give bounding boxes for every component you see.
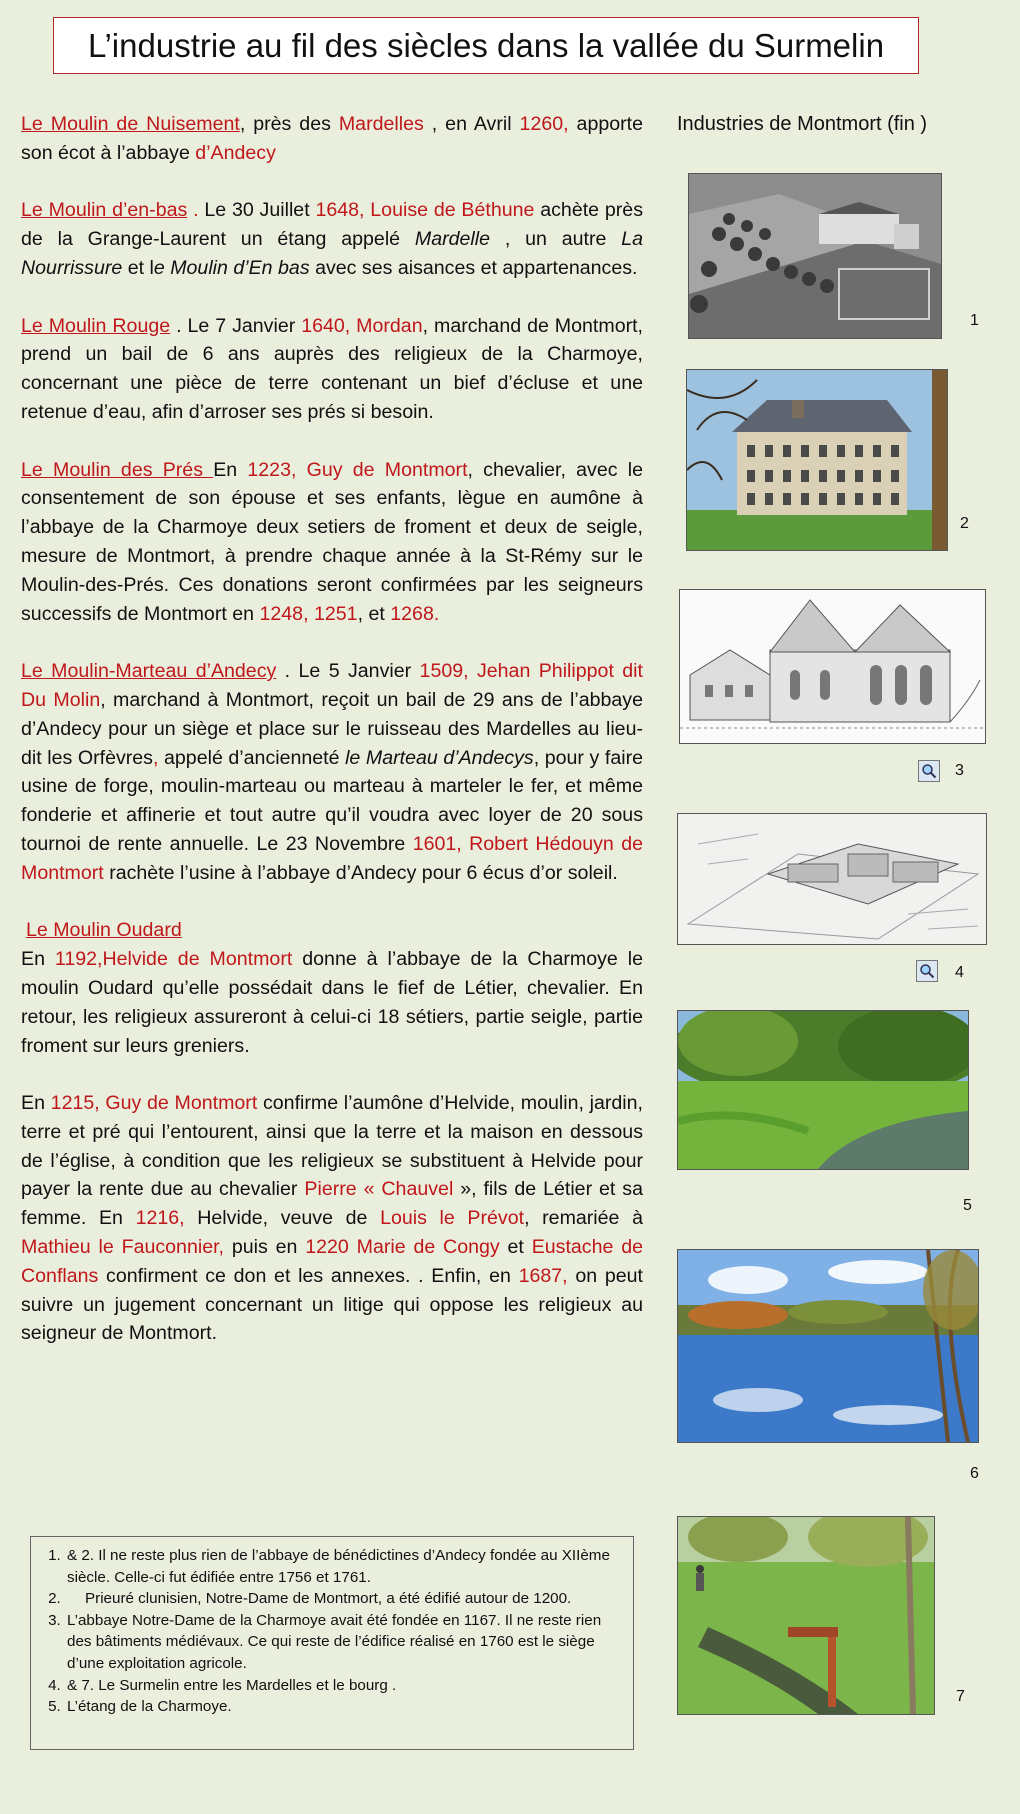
- meadow-photo-image: [678, 1011, 968, 1169]
- zoom-icon[interactable]: [916, 960, 938, 982]
- paragraph-confirmation-1215: En 1215, Guy de Montmort confirme l’aumône d’Helvide, moulin, jardin, terre et pré qui l’entourent, ainsi que la terre et la maison en dessous de l’église, à condition que les religieux se substituent à Helvide pour payer la rente due au chevalier Pierre « Chauvel », fils de Létier et sa femme. En 1216, Helvide, veuve de Louis le Prévot, remariée à Mathieu le Fauconnier, puis en 1220 Marie de Congy et Eustache de Conflans confirment ce don et les annexes. . Enfin, en 1687, on peut suivre un jugement concernant un litige qui oppose les religieux au seigneur de Montmort.: [21, 1092, 643, 1345]
- paragraph-moulin-oudard: Le Moulin Oudard En 1192,Helvide de Montmort donne à l’abbaye de la Charmoye le moulin Oudard qu’elle possédait dans le fief de Létier, chevalier. En retour, les religieux assureront à celui-ci 18 sétiers, partie seigle, partie froment sur leurs greniers.: [21, 919, 643, 1057]
- caption-item: 2. Prieuré clunisien, Notre-Dame de Montmort, a été édifié autour de 1200.: [65, 1588, 623, 1610]
- heading-moulin-nuisement[interactable]: Le Moulin de Nuisement: [21, 113, 240, 135]
- photo-number-4: 4: [955, 964, 964, 981]
- paragraph-moulin-nuisement: Le Moulin de Nuisement, près des Mardelles , en Avril 1260, apporte son écot à l’abbaye d’Andecy: [21, 113, 644, 164]
- article-text: [21, 110, 643, 1377]
- photo-aerial-abbey[interactable]: [688, 173, 942, 339]
- heading-moulin-oudard[interactable]: Le Moulin Oudard: [26, 919, 182, 942]
- sidebar-title: Industries de Montmort (fin ): [677, 113, 928, 135]
- paragraph-moulin-en-bas: Le Moulin d’en-bas . Le 30 Juillet 1648, Louise de Béthune achète près de la Grange-Laurent un étang appelé Mardelle , un autre La Nourrissure et le Moulin d’En bas avec ses aisances et appartenances.: [21, 199, 643, 279]
- photo-charmoye-engraving[interactable]: [677, 813, 987, 945]
- photo-number-7: 7: [956, 1688, 965, 1705]
- captions-box: [30, 1536, 634, 1750]
- photo-number-1: 1: [970, 312, 979, 329]
- paragraph-moulin-marteau: Le Moulin-Marteau d’Andecy . Le 5 Janvier 1509, Jehan Philippot dit Du Molin, marchand à Montmort, reçoit un bail de 29 ans de l’abbaye d’Andecy pour un siège et place sur le ruisseau des Mardelles au lieu-dit les Orfèvres, appelé d’ancienneté le Marteau d’Andecys, pour y faire usine de forge, moulin-marteau ou marteau à marteler le fer, et même fonderie et affinerie et tout autre qu’il voudra avec loyer de 20 sous tournoi de rente annuelle. Le 23 Novembre 1601, Robert Hédouyn de Montmort rachète l’usine à l’abbaye d’Andecy pour 6 écus d’or soleil.: [21, 660, 643, 884]
- heading-moulin-marteau[interactable]: Le Moulin-Marteau d’Andecy: [21, 660, 277, 683]
- engraving-image: [678, 814, 986, 944]
- photo-priory-sketch[interactable]: [679, 589, 986, 744]
- heading-moulin-rouge[interactable]: Le Moulin Rouge: [21, 314, 171, 337]
- captions-list: [41, 1545, 623, 1718]
- priory-sketch-image: [680, 590, 985, 743]
- photo-charmoye-pond[interactable]: [677, 1249, 979, 1443]
- photo-surmelin-meadow[interactable]: [677, 1010, 969, 1170]
- photo-number-5: 5: [963, 1197, 972, 1214]
- caption-item: 1. & 2. Il ne reste plus rien de l’abbaye de bénédictines d’Andecy fondée au XIIème siècle. Celle-ci fut édifiée entre 1756 et 1761.: [65, 1545, 623, 1588]
- zoom-icon[interactable]: [918, 760, 940, 782]
- heading-moulin-en-bas[interactable]: Le Moulin d’en-bas: [21, 199, 188, 222]
- caption-item: 3. L’abbaye Notre-Dame de la Charmoye avait été fondée en 1167. Il ne reste rien des bâtiments médiévaux. Ce qui reste de l’édifice réalisé en 1760 est le siège d’une exploitation agricole.: [65, 1610, 623, 1675]
- aerial-photo-image: [689, 174, 941, 338]
- paragraph-moulin-des-pres: Le Moulin des Prés En 1223, Guy de Montmort, chevalier, avec le consentement de son épouse et ses enfants, lègue en aumône à l’abbaye de la Charmoye deux setiers de froment et deux de seigle, mesure de Montmort, à prendre chaque année à la St-Rémy sur le Moulin-des-Prés. Ces donations seront confirmées par les seigneurs successifs de Montmort en 1248, 1251, et 1268.: [21, 458, 643, 625]
- stream-photo-image: [678, 1517, 934, 1714]
- chateau-photo-image: [687, 370, 947, 550]
- photo-surmelin-stream[interactable]: [677, 1516, 935, 1715]
- photo-number-6: 6: [970, 1465, 979, 1482]
- photo-chateau[interactable]: [686, 369, 948, 551]
- paragraph-moulin-rouge: Le Moulin Rouge . Le 7 Janvier 1640, Mordan, marchand de Montmort, prend un bail de 6 ans auprès des religieux de la Charmoye, concernant une pièce de terre contenant un bief d’écluse et une retenue d’eau, afin d’arroser ses prés si besoin.: [21, 314, 644, 423]
- heading-moulin-des-pres[interactable]: Le Moulin des Prés: [21, 458, 214, 481]
- caption-item: 5. L’étang de la Charmoye.: [65, 1696, 623, 1718]
- pond-photo-image: [678, 1250, 978, 1442]
- photo-number-2: 2: [960, 515, 969, 532]
- caption-item: 4. & 7. Le Surmelin entre les Mardelles et le bourg .: [65, 1675, 623, 1697]
- page-title: L’industrie au fil des siècles dans la vallée du Surmelin: [53, 17, 919, 74]
- photo-number-3: 3: [955, 762, 964, 779]
